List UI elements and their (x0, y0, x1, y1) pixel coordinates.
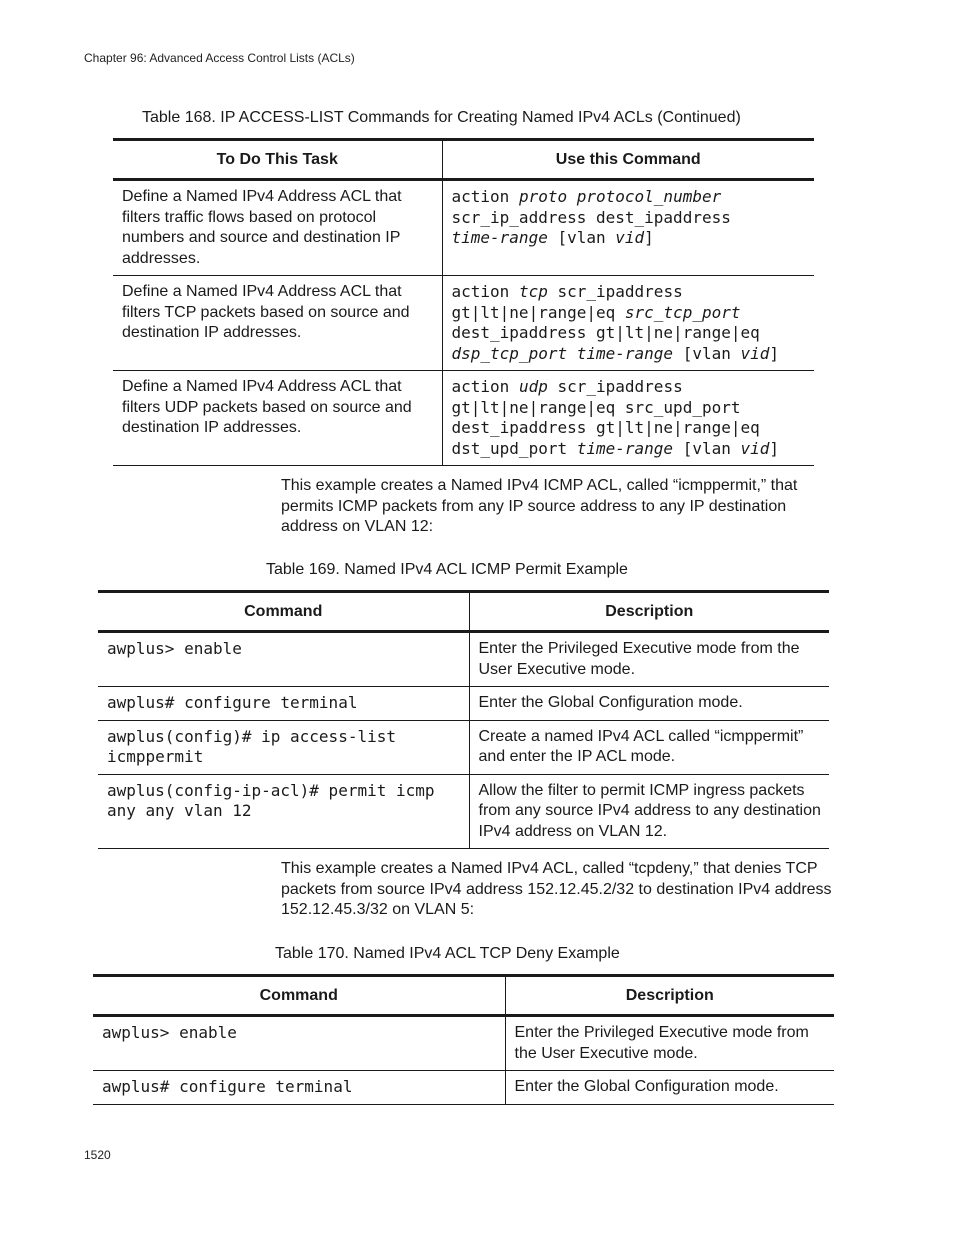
command-cell: action udp scr_ipaddress gt|lt|ne|range|eq src_upd_port dest_ipaddress gt|lt|ne|range|eq dst_upd_port time-range [vlan vid] (442, 371, 814, 466)
command-cell: action proto protocol_number scr_ip_address dest_ipaddress time-range [vlan vid] (442, 180, 814, 276)
column-header-task: To Do This Task (113, 140, 442, 180)
table-row (113, 276, 814, 371)
chapter-header: Chapter 96: Advanced Access Control Lists (ACLs) (84, 51, 355, 65)
table-169-caption: Table 169. Named IPv4 ACL ICMP Permit Example (266, 561, 628, 578)
table-169 (98, 590, 829, 849)
task-cell: Define a Named IPv4 Address ACL that filters TCP packets based on source and destination IP addresses. (113, 276, 442, 371)
command-cell: awplus> enable (98, 632, 469, 687)
table-header-row (98, 592, 829, 632)
command-cell: awplus# configure terminal (93, 1071, 505, 1105)
command-cell: awplus# configure terminal (98, 687, 469, 721)
table-row (113, 180, 814, 276)
description-cell: Enter the Global Configuration mode. (469, 687, 829, 721)
description-cell: Enter the Privileged Executive mode from the User Executive mode. (469, 632, 829, 687)
column-header-command: Use this Command (442, 140, 814, 180)
command-cell: awplus(config-ip-acl)# permit icmp any any vlan 12 (98, 774, 469, 849)
paragraph-icmp-example: This example creates a Named IPv4 ICMP ACL, called “icmppermit,” that permits ICMP packets from any IP source address to any IP destination address on VLAN 12: (281, 477, 798, 535)
table-170 (93, 974, 834, 1105)
command-cell: awplus> enable (93, 1016, 505, 1071)
table-row (113, 371, 814, 466)
column-header-command: Command (93, 976, 505, 1016)
table-header-row (93, 976, 834, 1016)
task-cell: Define a Named IPv4 Address ACL that filters traffic flows based on protocol numbers and source and destination IP addresses. (113, 180, 442, 276)
paragraph-tcp-example: This example creates a Named IPv4 ACL, called “tcpdeny,” that denies TCP packets from source IPv4 address 152.12.45.2/32 to destination IPv4 address 152.12.45.3/32 on VLAN 5: (281, 860, 832, 918)
table-168 (113, 138, 814, 466)
column-header-description: Description (469, 592, 829, 632)
description-cell: Allow the filter to permit ICMP ingress packets from any source IPv4 address to any destination IPv4 address on VLAN 12. (469, 774, 829, 849)
table-row (98, 720, 829, 774)
table-168-caption: Table 168. IP ACCESS-LIST Commands for Creating Named IPv4 ACLs (Continued) (142, 109, 741, 126)
command-cell: action tcp scr_ipaddress gt|lt|ne|range|eq src_tcp_port dest_ipaddress gt|lt|ne|range|eq dsp_tcp_port time-range [vlan vid] (442, 276, 814, 371)
table-row (93, 1016, 834, 1071)
description-cell: Create a named IPv4 ACL called “icmppermit” and enter the IP ACL mode. (469, 720, 829, 774)
task-cell: Define a Named IPv4 Address ACL that filters UDP packets based on source and destination IP addresses. (113, 371, 442, 466)
page-number: 1520 (84, 1148, 111, 1162)
command-cell: awplus(config)# ip access-list icmppermit (98, 720, 469, 774)
table-170-caption: Table 170. Named IPv4 ACL TCP Deny Example (275, 945, 620, 962)
column-header-description: Description (505, 976, 834, 1016)
table-row (98, 687, 829, 721)
column-header-command: Command (98, 592, 469, 632)
description-cell: Enter the Privileged Executive mode from the User Executive mode. (505, 1016, 834, 1071)
table-row (98, 774, 829, 849)
table-row (98, 632, 829, 687)
table-header-row (113, 140, 814, 180)
table-row (93, 1071, 834, 1105)
description-cell: Enter the Global Configuration mode. (505, 1071, 834, 1105)
